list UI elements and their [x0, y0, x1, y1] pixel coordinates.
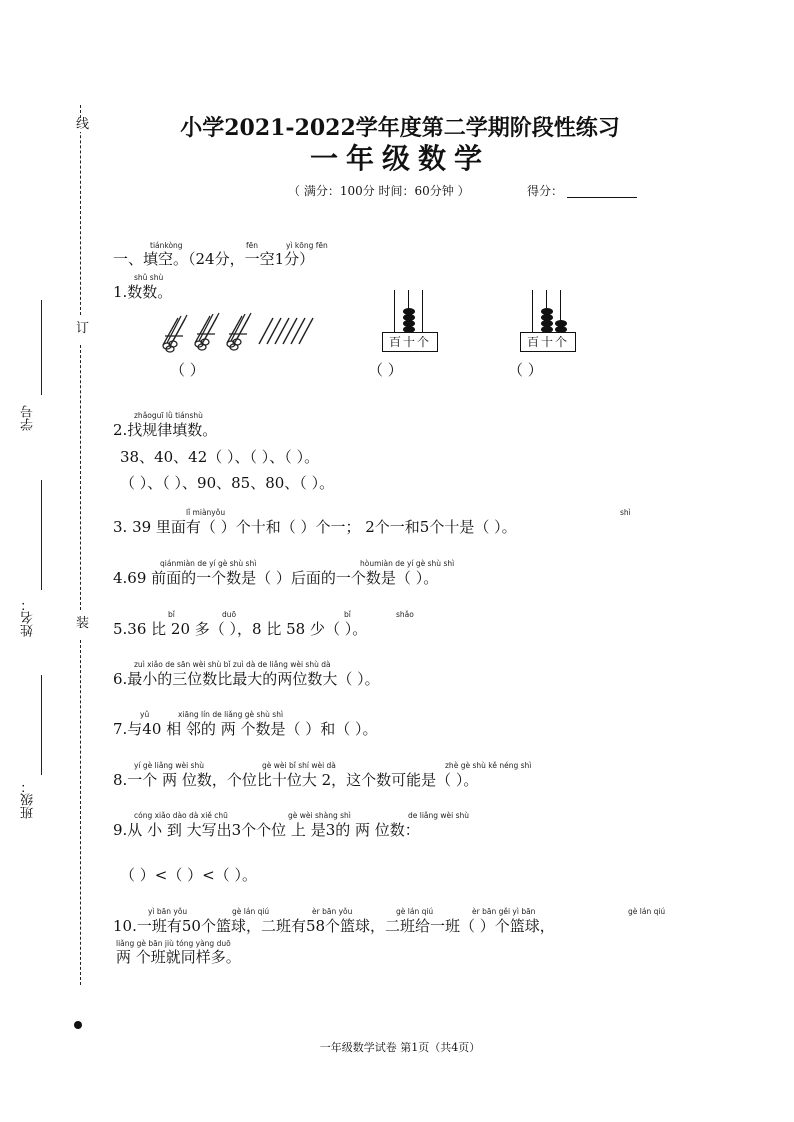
- question-7: 7.与40 相 邻的 两 个数是（ ）和（ ）。: [113, 720, 378, 738]
- binding-dashed-line-mid: [80, 345, 81, 610]
- pinyin: zuì xiǎo de sān wèi shù bǐ zuì dà de liǎng wèi shù dà: [134, 660, 331, 669]
- student-name-line: [41, 480, 42, 590]
- pinyin: zhǎoguī lǜ tiánshù: [134, 411, 203, 420]
- pinyin: duō: [222, 610, 237, 619]
- abacus-figure: [518, 288, 578, 358]
- exam-info: （ 满分：100分 时间：60分钟 ）: [288, 184, 470, 198]
- question-2: 2.找规律填数。: [113, 421, 218, 439]
- pinyin: fēn: [246, 241, 259, 250]
- question-10: 10.一班有50个篮球，二班有58个篮球，二班给一班（ ）个篮球，: [113, 917, 555, 935]
- class-line: [41, 675, 42, 775]
- pinyin: yì kōng fēn: [286, 241, 328, 250]
- question-9: 9.从 小 到 大写出3个个位 上 是3的 两 位数：: [113, 821, 420, 839]
- margin-bullet: [74, 1021, 82, 1029]
- binding-dashed-line-top: [80, 105, 81, 315]
- pinyin: gè wèi bǐ shí wèi dà: [262, 761, 336, 770]
- page-footer: 一年级数学试卷 第1页（共4页）: [319, 1041, 481, 1054]
- pinyin: cóng xiǎo dào dà xiě chū: [134, 811, 228, 820]
- stick-bundle-icon: [163, 313, 251, 352]
- pinyin: èr bān yǒu: [312, 907, 353, 916]
- exam-subject: 一年级数学: [309, 142, 490, 175]
- exam-title: 小学2021-2022学年度第二学期阶段性练习: [180, 115, 620, 141]
- student-id-line: [41, 300, 42, 395]
- pinyin: gè lán qiú: [396, 907, 434, 916]
- pinyin: xiāng lín de liǎng gè shù shì: [178, 710, 284, 719]
- student-id-label: 学号: [21, 405, 36, 431]
- binding-char-zhuang: 装: [76, 616, 90, 631]
- pinyin: shì: [620, 508, 631, 517]
- binding-char-xian: 线: [76, 117, 90, 132]
- section-heading: 一、填空。（24分，一空1分）: [113, 250, 315, 268]
- pinyin: yǔ: [140, 710, 150, 719]
- student-name-label: 姓名：: [21, 598, 36, 637]
- score-label: 得分：: [527, 184, 564, 198]
- score-blank[interactable]: [567, 197, 637, 198]
- binding-dashed-line-bottom: [80, 640, 81, 985]
- question-8: 8.一个 两 位数，个位比十位大 2，这个数可能是（ ）。: [113, 771, 479, 789]
- single-sticks-icon: [259, 318, 313, 344]
- question-10-cont: 两 个班就同样多。: [116, 948, 241, 966]
- pinyin: gè lán qiú: [232, 907, 270, 916]
- question-3: 3. 39 里面有（ ）个十和（ ）个一； 2个一和5个十是（ ）。: [113, 518, 517, 536]
- question-5: 5.36 比 20 多（ ），8 比 58 少（ ）。: [113, 620, 368, 638]
- question-1: 1.数数。: [113, 283, 173, 301]
- pinyin: liǎng gè bān jiù tóng yàng duō: [116, 939, 231, 948]
- pinyin: èr bān gěi yì bān: [472, 907, 536, 916]
- abacus-label: 百十个: [520, 332, 576, 352]
- question-9-answer-row[interactable]: （ ）<（ ）<（ ）。: [120, 866, 257, 884]
- pinyin: gè lán qiú: [628, 907, 666, 916]
- pinyin: yí gè liǎng wèi shù: [134, 761, 204, 770]
- pinyin: qiánmiàn de yí gè shù shì: [160, 559, 257, 568]
- pinyin: yì bān yǒu: [148, 907, 188, 916]
- answer-blank[interactable]: （ ）: [368, 361, 403, 379]
- question-4: 4.69 前面的一个数是（ ）后面的一个数是（ ）。: [113, 569, 439, 587]
- pinyin: shǔ shù: [134, 273, 164, 282]
- pinyin: tiánkòng: [150, 241, 183, 250]
- binding-char-ding: 订: [76, 321, 90, 336]
- abacus-label: 百十个: [382, 332, 438, 352]
- answer-blank[interactable]: （ ）: [170, 361, 205, 379]
- pinyin: bǐ: [168, 610, 175, 619]
- pinyin: hòumiàn de yí gè shù shì: [360, 559, 455, 568]
- question-6: 6.最小的三位数比最大的两位数大（ ）。: [113, 670, 380, 688]
- pinyin: lǐ miànyǒu: [186, 508, 226, 517]
- pinyin: shǎo: [396, 610, 414, 619]
- pinyin: zhè gè shù kě néng shì: [445, 761, 532, 770]
- stick-bundles-figure: [155, 310, 325, 355]
- answer-blank[interactable]: （ ）: [508, 361, 543, 379]
- pinyin: de liǎng wèi shù: [408, 811, 470, 820]
- pinyin: bǐ: [344, 610, 351, 619]
- abacus-figure: [380, 288, 440, 358]
- pinyin: gè wèi shàng shì: [288, 811, 351, 820]
- class-label: 班级：: [21, 780, 36, 819]
- question-2-row-1[interactable]: 38、40、42（ ）、（ ）、（ ）。: [120, 448, 320, 466]
- question-2-row-2[interactable]: （ ）、（ ）、90、85、80、（ ）。: [120, 474, 335, 492]
